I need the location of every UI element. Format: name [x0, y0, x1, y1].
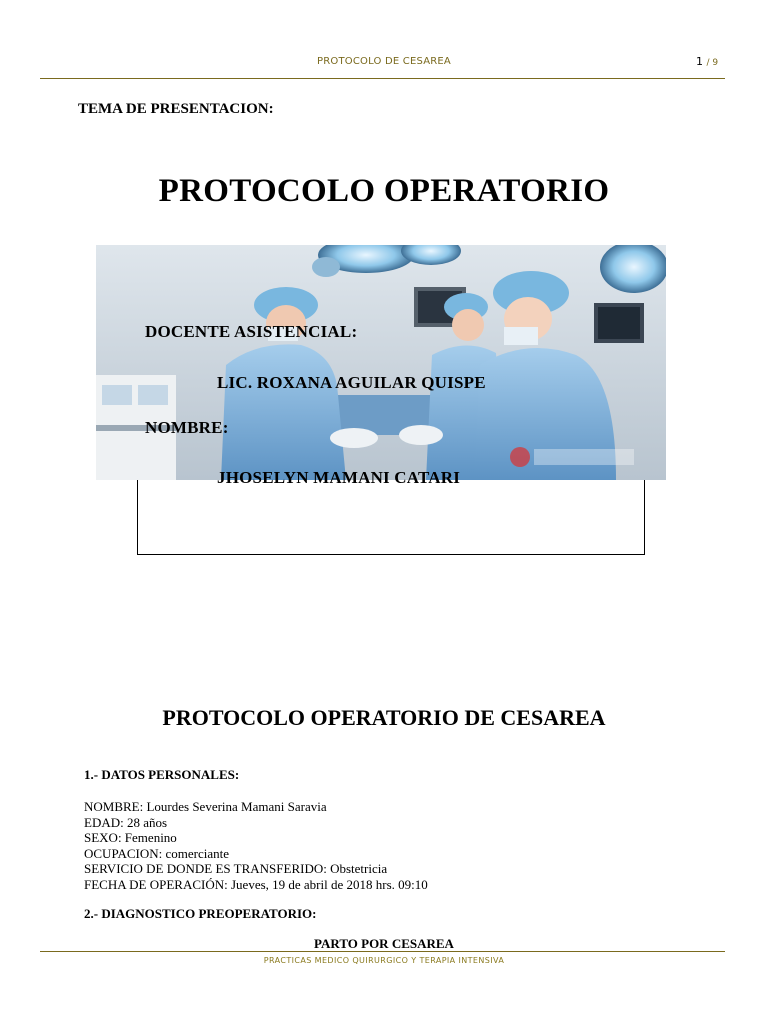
- datos-fecha: FECHA DE OPERACIÓN: Jueves, 19 de abril de 2018 hrs. 09:10: [84, 876, 428, 892]
- running-header: PROTOCOLO DE CESAREA: [317, 56, 451, 67]
- diagnostico-value: PARTO POR CESAREA: [314, 936, 454, 951]
- cover-title: PROTOCOLO OPERATORIO: [158, 173, 610, 209]
- surgery-photo: [96, 245, 666, 480]
- nombre-label: NOMBRE:: [145, 418, 229, 437]
- section-title: PROTOCOLO OPERATORIO DE CESAREA: [162, 705, 606, 730]
- datos-nombre: NOMBRE: Lourdes Severina Mamani Saravia: [84, 799, 327, 814]
- header-rule: [40, 78, 725, 79]
- tema-label: TEMA DE PRESENTACION:: [78, 101, 274, 117]
- docente-label: DOCENTE ASISTENCIAL:: [145, 322, 358, 341]
- footer-rule: [40, 951, 725, 952]
- datos-ocupacion: OCUPACION: comerciante: [84, 845, 230, 861]
- datos-heading: 1.- DATOS PERSONALES:: [84, 767, 240, 782]
- page-number: [696, 55, 718, 68]
- datos-list: [84, 799, 428, 892]
- diagnostico-heading: 2.- DIAGNOSTICO PREOPERATORIO:: [84, 906, 317, 921]
- page-current: 1: [696, 55, 703, 68]
- student-name: JHOSELYN MAMANI CATARI: [217, 468, 461, 487]
- datos-servicio: SERVICIO DE DONDE ES TRANSFERIDO: Obstetricia: [84, 861, 388, 876]
- photo-frame-box: [137, 479, 645, 555]
- page-total: / 9: [706, 58, 719, 68]
- datos-edad: EDAD: 28 años: [84, 814, 168, 830]
- docente-name: LIC. ROXANA AGUILAR QUISPE: [217, 373, 486, 392]
- running-footer: PRACTICAS MEDICO QUIRURGICO Y TERAPIA INTENSIVA: [263, 956, 505, 965]
- datos-sexo: SEXO: Femenino: [84, 830, 177, 845]
